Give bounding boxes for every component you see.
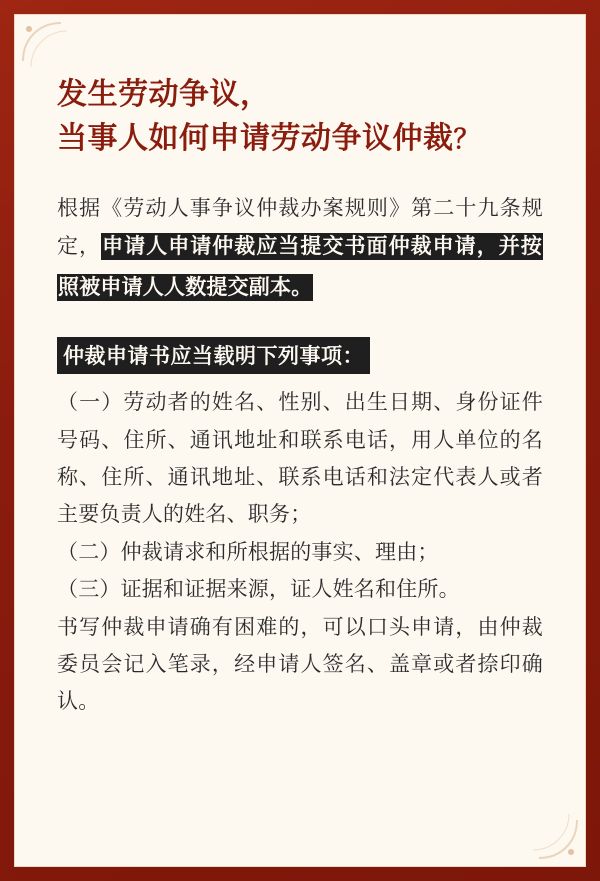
lead-highlight-text: 申请人申请仲裁应当提交书面仲裁申请，并按照被申请人人数提交副本。 — [58, 235, 542, 300]
section-subheading: 仲裁申请书应当载明下列事项： — [57, 337, 370, 374]
title-line-2-tail: ？ — [453, 124, 481, 155]
lead-plain-text: 根据《劳动人事争议仲裁办案规则》第二十九条规定， — [57, 197, 543, 259]
title-line-1: 发生劳动争议， — [57, 77, 271, 112]
title-line-2-main: 当事人如何申请劳动争议仲裁 — [57, 120, 454, 156]
poster-paper — [14, 14, 586, 867]
corner-ornament-icon — [501, 782, 579, 860]
list-item: （三）证据和证据来源，证人姓名和住所。 — [57, 578, 460, 602]
list-item: （二）仲裁请求和所根据的事实、理由； — [57, 540, 439, 564]
closing-paragraph: 书写仲裁申请确有困难的，可以口头申请，由仲裁委员会记入笔录，经申请人签名、盖章或者捺印确认。 — [57, 615, 543, 714]
title-line-2 — [57, 117, 543, 161]
page-title — [57, 73, 543, 160]
lead-paragraph — [57, 190, 543, 309]
list-item: （一）劳动者的姓名、性别、出生日期、身份证件号码、住所、通讯地址和联系电话，用人单位的名称、住所、通讯地址、联系电话和法定代表人或者主要负责人的姓名、职务； — [57, 391, 543, 527]
